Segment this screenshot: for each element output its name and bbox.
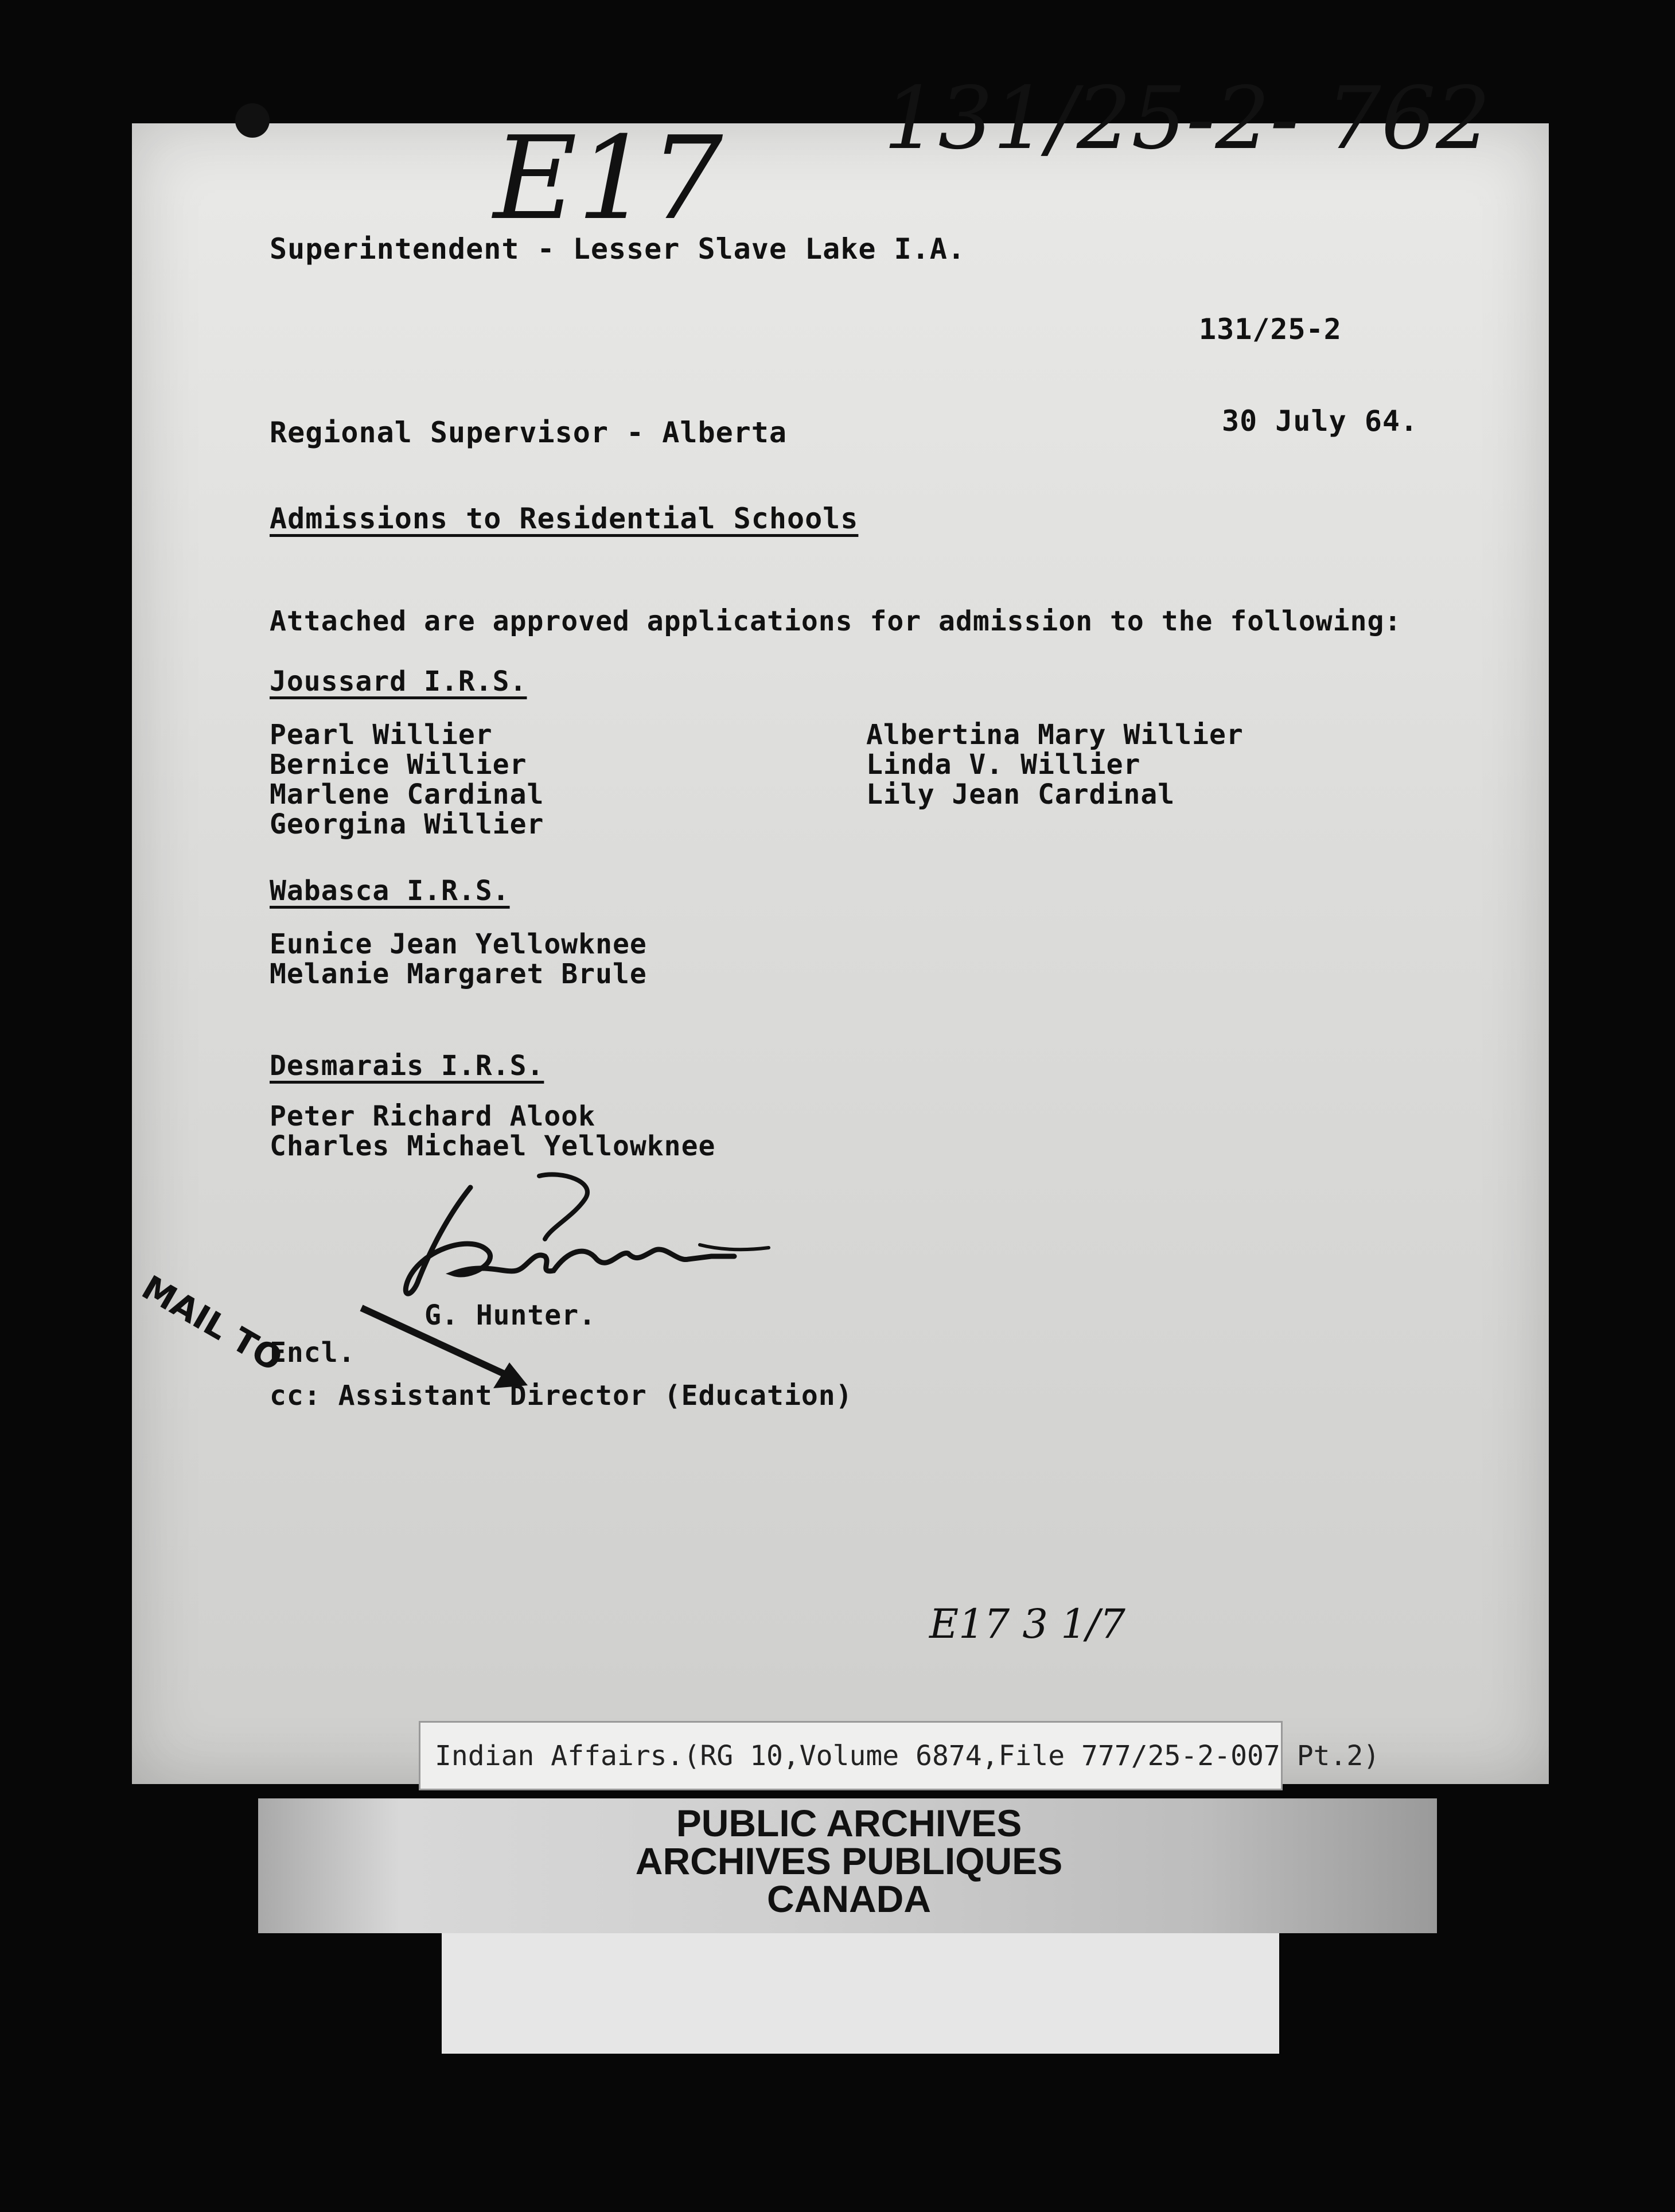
- signatory-name: G. Hunter.: [424, 1299, 596, 1331]
- sender-line: Regional Supervisor - Alberta: [270, 416, 787, 449]
- student-name: Linda V. Willier: [866, 749, 1141, 781]
- student-list-joussard-left: [270, 720, 544, 839]
- ink-blot-icon: [235, 103, 270, 138]
- archive-source-label: [419, 1721, 1380, 1790]
- student-list-desmarais: [270, 1101, 715, 1161]
- student-name: Charles Michael Yellowknee: [270, 1130, 716, 1162]
- student-name: Eunice Jean Yellowknee: [270, 928, 647, 960]
- student-name: Georgina Willier: [270, 808, 544, 840]
- student-name: Bernice Willier: [270, 749, 527, 781]
- enclosure-note: Encl.: [270, 1337, 356, 1369]
- intro-paragraph: Attached are approved applications for admission to the following:: [270, 605, 1402, 637]
- archive-stamp-line: ARCHIVES PUBLIQUES: [635, 1840, 1063, 1882]
- recipient-line: Superintendent - Lesser Slave Lake I.A.: [270, 232, 965, 266]
- school-heading-wabasca: Wabasca I.R.S.: [270, 875, 510, 907]
- archive-stamp-line: PUBLIC ARCHIVES: [676, 1802, 1022, 1844]
- mail-to-stamp: MAIL TO: [135, 1268, 290, 1379]
- student-name: Albertina Mary Willier: [866, 719, 1244, 751]
- archive-stamp: [631, 1804, 1067, 1930]
- bottom-strip: [442, 1933, 1279, 2054]
- student-list-wabasca: [270, 929, 647, 989]
- student-name: Lily Jean Cardinal: [866, 778, 1175, 811]
- student-name: Peter Richard Alook: [270, 1100, 596, 1132]
- student-name: Pearl Willier: [270, 719, 493, 751]
- file-reference: 131/25-2: [1199, 313, 1342, 346]
- archive-source-text: Indian Affairs.(RG 10,Volume 6874,File 777/25-2-007 Pt.2): [435, 1740, 1380, 1772]
- student-name: Melanie Margaret Brule: [270, 958, 647, 990]
- letter-date: 30 July 64.: [1222, 404, 1419, 438]
- handwritten-mark-bottom: E17 3 1/7: [929, 1600, 1125, 1648]
- cc-line: cc: Assistant Director (Education): [270, 1380, 853, 1412]
- handwritten-signature: [298, 1165, 901, 1314]
- student-name: Marlene Cardinal: [270, 778, 544, 811]
- school-heading-joussard: Joussard I.R.S.: [270, 665, 527, 698]
- archive-stamp-line: CANADA: [767, 1878, 931, 1920]
- subject-heading: Admissions to Residential Schools: [270, 502, 859, 535]
- school-heading-desmarais: Desmarais I.R.S.: [270, 1050, 544, 1082]
- student-list-joussard-right: [866, 720, 1244, 809]
- handwritten-mark-top: E17: [493, 112, 723, 246]
- handwritten-file-number: 131/25-2- 762: [883, 69, 1491, 169]
